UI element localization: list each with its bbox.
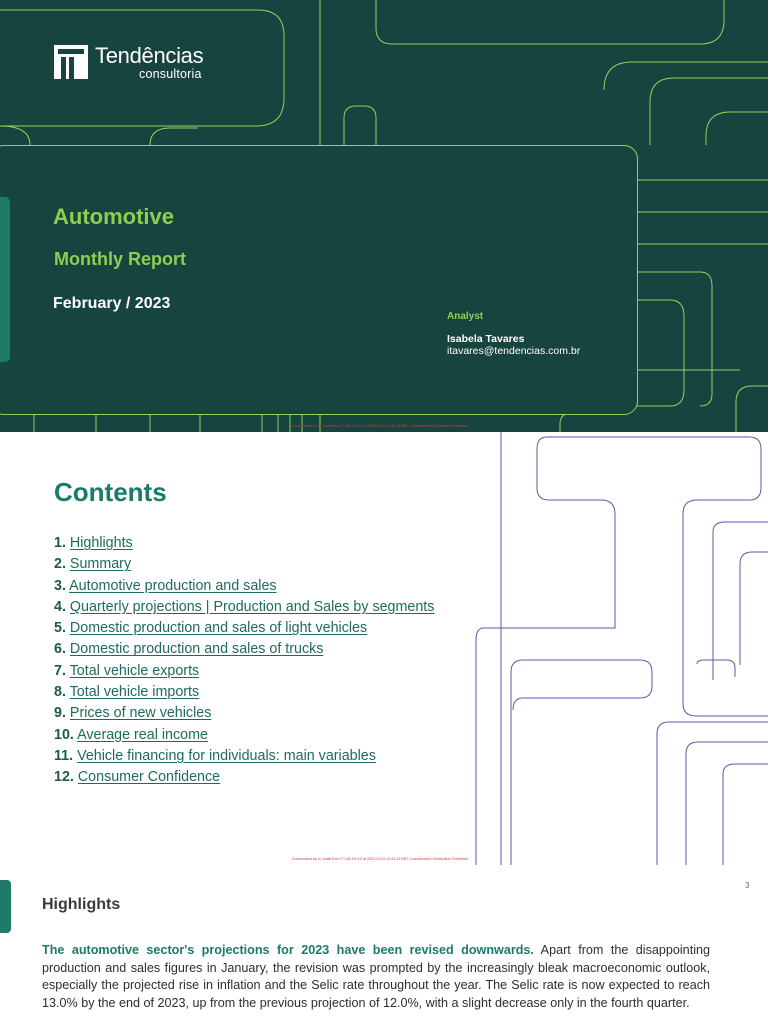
analyst-label: Analyst xyxy=(447,311,484,322)
toc-item xyxy=(54,748,434,769)
contents-title: Contents xyxy=(54,477,167,507)
highlights-paragraph xyxy=(42,942,710,1012)
toc-item-number: 2. xyxy=(54,556,66,573)
toc-link-financing[interactable]: Vehicle financing for individuals: main variables xyxy=(77,747,376,764)
cover-page xyxy=(0,0,768,432)
toc-link-imports[interactable]: Total vehicle imports xyxy=(69,684,200,701)
toc-item-number: 3. xyxy=(54,577,66,594)
toc-item xyxy=(54,535,434,556)
toc-item xyxy=(54,620,434,641)
highlights-lead-sentence: The automotive sector's projections for 2023 have been revised downwards. xyxy=(42,943,534,957)
toc-link-prices[interactable]: Prices of new vehicles xyxy=(69,705,212,722)
report-date: February / 2023 xyxy=(53,295,171,312)
page-number: 3 xyxy=(745,881,750,890)
toc-link-light-vehicles[interactable]: Domestic production and sales of light vehicles xyxy=(69,620,368,637)
table-of-contents xyxy=(54,535,434,791)
logo-name: Tendências xyxy=(95,43,204,68)
analyst-email: itavares@tendencias.com.br xyxy=(447,345,581,357)
toc-link-income[interactable]: Average real income xyxy=(77,726,208,743)
toc-item-number: 9. xyxy=(54,705,66,722)
toc-item-number: 1. xyxy=(54,535,66,551)
toc-item-number: 6. xyxy=(54,641,66,658)
toc-link-summary[interactable]: Summary xyxy=(69,556,132,573)
toc-item-number: 7. xyxy=(54,662,66,679)
toc-item xyxy=(54,578,434,599)
toc-item-number: 12. xyxy=(54,769,74,786)
highlights-body-text: Apart from the disappointing production and sales figures in January, the revision was prompted by the increasingly bleak macroeconomic outlook, especially the projected rise in inflation and the Selic rate throughout the year. The Selic rate is now expected to reach 13.0% by the end of 2023, up from the previous projection of 12.0%, with a slight decrease only in the fourth quarter. xyxy=(42,943,710,1010)
toc-item-number: 10. xyxy=(54,726,74,743)
report-title: Automotive xyxy=(53,204,174,229)
toc-item xyxy=(54,705,434,726)
logo-subtitle: consultoria xyxy=(139,67,202,81)
contents-page xyxy=(0,432,768,865)
section-title: Highlights xyxy=(42,896,121,913)
highlights-page xyxy=(0,865,768,1024)
report-subtitle: Monthly Report xyxy=(54,249,186,269)
toc-item-number: 11. xyxy=(54,747,74,764)
toc-link-quarterly-projections[interactable]: Quarterly projections | Production and Sales by segments xyxy=(69,598,435,615)
toc-link-consumer-confidence[interactable]: Consumer Confidence xyxy=(77,769,221,786)
download-watermark: Downloaded by lo_email from IT 136.XX.XX at 2023-03-02 10:41:23 BRT, Unauthorized Distribution Prohibited. xyxy=(292,857,469,861)
side-tab xyxy=(0,880,11,933)
logo-mark-icon xyxy=(54,45,88,79)
toc-item xyxy=(54,769,434,790)
toc-link-production-sales[interactable]: Automotive production and sales xyxy=(69,577,277,594)
toc-item xyxy=(54,641,434,662)
toc-link-trucks[interactable]: Domestic production and sales of trucks xyxy=(69,641,324,658)
download-watermark: Downloaded by lo_email from IT 136.XX.XX at 2023-03-02 10:41:23 BRT, Unauthorized Distribution Prohibited. xyxy=(292,424,469,428)
cover-panel xyxy=(0,145,638,415)
toc-item xyxy=(54,727,434,748)
company-logo xyxy=(54,45,203,81)
toc-item-number: 8. xyxy=(54,684,66,701)
side-tab xyxy=(0,197,10,362)
toc-item xyxy=(54,599,434,620)
toc-link-highlights[interactable]: Highlights xyxy=(69,535,133,551)
toc-item xyxy=(54,663,434,684)
analyst-name: Isabela Tavares xyxy=(447,333,525,345)
toc-item xyxy=(54,556,434,577)
toc-item xyxy=(54,684,434,705)
toc-item-number: 5. xyxy=(54,620,66,637)
toc-item-number: 4. xyxy=(54,598,66,615)
toc-link-exports[interactable]: Total vehicle exports xyxy=(69,662,200,679)
